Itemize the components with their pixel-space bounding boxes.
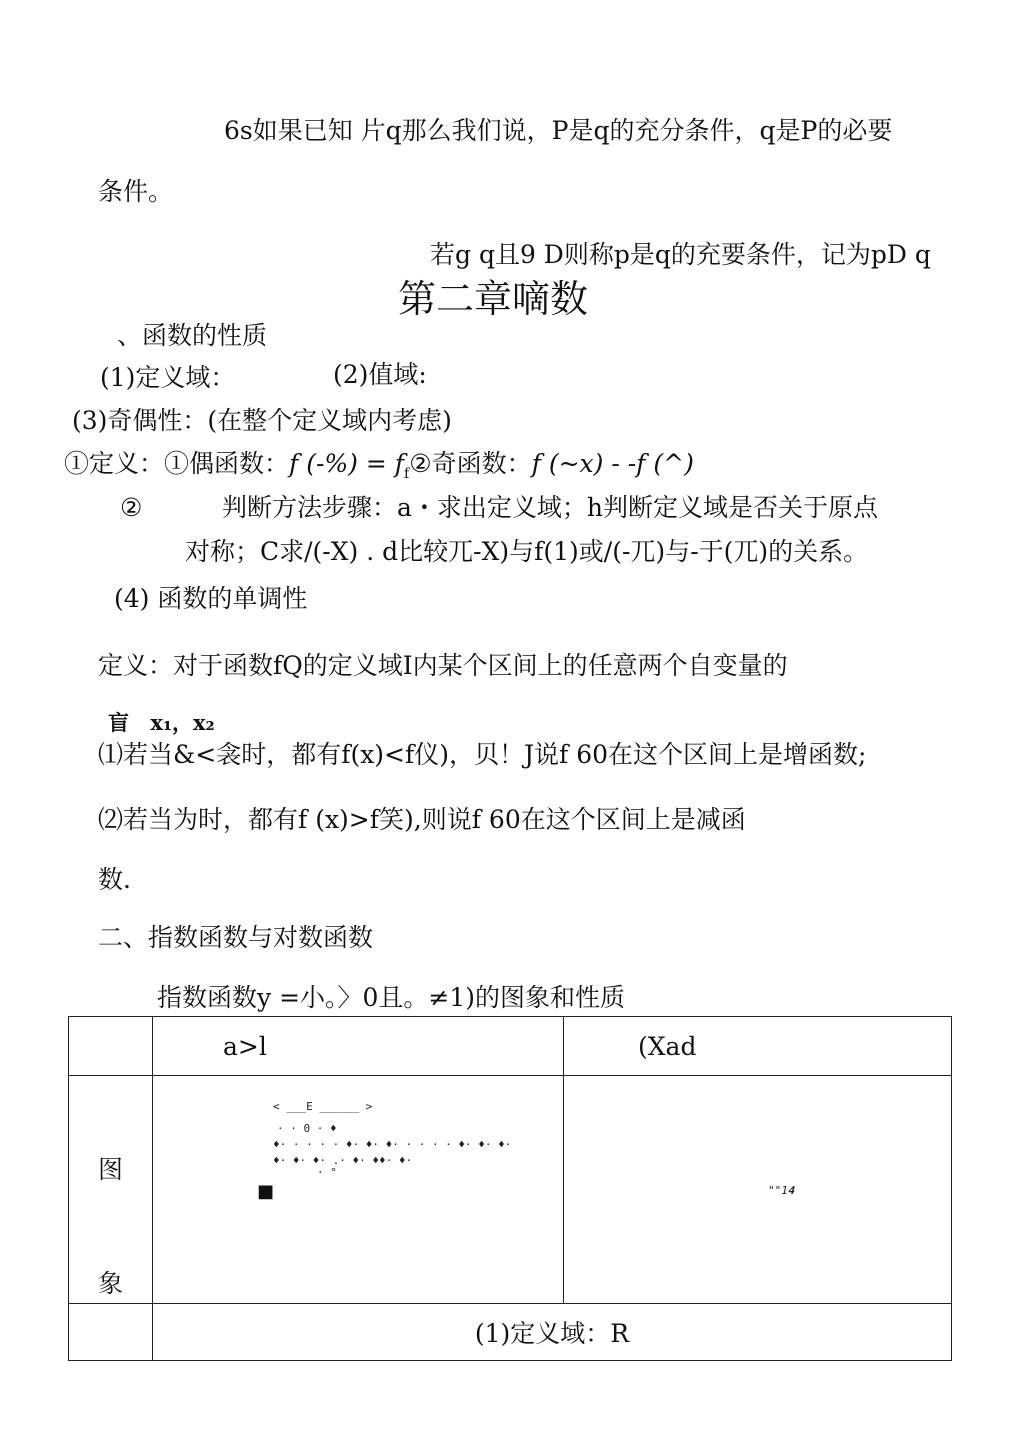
graph-row-label bbox=[69, 1076, 153, 1304]
property-domain: (1)定义域：R bbox=[153, 1304, 952, 1361]
even-function-formula: f (-%) = f bbox=[289, 449, 405, 478]
graph1-line-1: < ___E ______ > bbox=[273, 1100, 373, 1113]
graph1-line-5: · ° bbox=[317, 1166, 337, 1179]
parity-heading: (3)奇偶性：(在整个定义域内考虑) bbox=[72, 406, 452, 435]
odd-function-formula: f (~x) - -f (^) bbox=[531, 449, 694, 478]
monotonicity-definition: 定义：对于函数fQ的定义域I内某个区间上的任意两个自变量的 bbox=[98, 651, 788, 680]
graph1-line-4: ♦· ♦· ♦· .· ♦· ♦♦· ♦· bbox=[273, 1154, 413, 1167]
step-number: ② bbox=[120, 493, 143, 522]
text-line-2: 条件。 bbox=[98, 177, 174, 206]
table-corner-cell bbox=[69, 1017, 153, 1076]
graph-a-less-1 bbox=[564, 1076, 952, 1304]
header-a-less-1: (Xad bbox=[564, 1017, 952, 1076]
decreasing-condition-end: 数. bbox=[98, 865, 131, 894]
parity-definition bbox=[64, 448, 694, 490]
exponential-function-table bbox=[68, 1016, 952, 1361]
monotonicity-heading: (4) 函数的单调性 bbox=[114, 584, 308, 613]
variables-mark: 盲 bbox=[108, 710, 129, 735]
increasing-condition: ⑴若当&<衾时，都有f(x)<f仪)，贝！J说f 60在这个区间上是增函数; bbox=[98, 740, 867, 769]
table-caption: 指数函数y =小。〉0且。≠1)的图象和性质 bbox=[157, 983, 626, 1012]
definition-prefix: ①定义：①偶函数： bbox=[64, 449, 290, 478]
method-steps-line-1: 判断方法步骤：a・求出定义域；h判断定义域是否关于原点 bbox=[222, 493, 879, 522]
graph2-text: ""1𝟒 bbox=[768, 1184, 794, 1197]
variables: x₁，x₂ bbox=[150, 710, 215, 735]
graph-label-char-2: 象 bbox=[97, 1269, 123, 1298]
text-line-3: 若g q且9 D则称p是q的充要条件，记为pD q bbox=[430, 240, 931, 269]
graph-label-char-1: 图 bbox=[97, 1155, 123, 1184]
odd-function-label: ②奇函数： bbox=[409, 449, 532, 478]
property-row-label bbox=[69, 1304, 153, 1361]
section-heading-2: 二、指数函数与对数函数 bbox=[98, 923, 374, 952]
graph1-line-2: · · 0 · ♦ bbox=[277, 1122, 337, 1135]
section-heading-1: 、函数的性质 bbox=[117, 321, 268, 350]
chapter-title: 第二章嘀数 bbox=[398, 277, 589, 321]
even-function-subscript: f bbox=[404, 466, 410, 482]
graph1-line-3: ♦· · · · · ♦· ♦· ♦· · · · · ♦· ♦· ♦· bbox=[273, 1138, 512, 1151]
method-steps-line-2: 对称；C求/(-X) . d比较兀-X)与f(1)或/(-兀)与-于(兀)的关系。 bbox=[185, 537, 869, 566]
text-line-1: 6s如果已知 片q那么我们说，P是q的充分条件，q是P的必要 bbox=[224, 116, 893, 145]
variables-line bbox=[108, 707, 215, 739]
range-label: (2)值域: bbox=[333, 360, 427, 389]
header-a-greater-1: a>l bbox=[153, 1017, 564, 1076]
graph-a-greater-1 bbox=[153, 1076, 564, 1304]
decreasing-condition: ⑵若当为时，都有f (x)>f笑),则说f 60在这个区间上是减函 bbox=[98, 805, 746, 834]
domain-label: (1)定义域： bbox=[100, 363, 236, 392]
graph1-marker-square: ■ bbox=[257, 1181, 275, 1202]
